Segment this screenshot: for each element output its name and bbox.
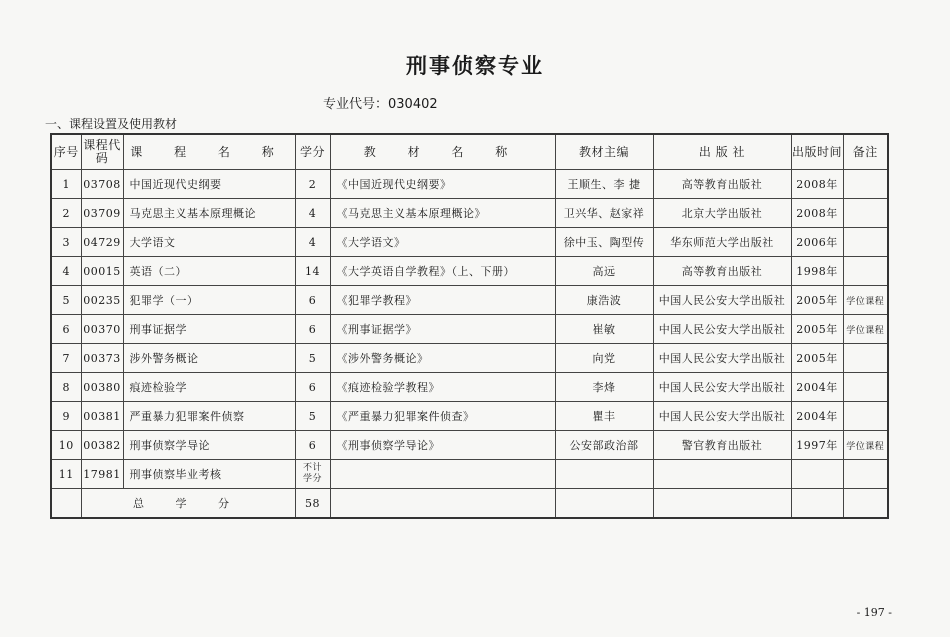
cell-no: 3 — [51, 228, 81, 257]
page-title: 刑事侦察专业 — [406, 54, 544, 78]
cell-note — [843, 228, 888, 257]
cell-publisher: 中国人民公安大学出版社 — [653, 373, 791, 402]
table-row — [51, 431, 888, 460]
header-textbook: 教 材 名 称 — [330, 134, 555, 170]
cell-year: 1998年 — [791, 257, 843, 286]
cell-code: 03708 — [81, 170, 123, 199]
table-row — [51, 286, 888, 315]
cell-no: 5 — [51, 286, 81, 315]
cell-no: 1 — [51, 170, 81, 199]
cell-no: 11 — [51, 460, 81, 489]
cell-editor: 崔敏 — [555, 315, 653, 344]
cell-credit: 5 — [295, 402, 330, 431]
cell-no: 10 — [51, 431, 81, 460]
cell-publisher: 华东师范大学出版社 — [653, 228, 791, 257]
cell-year: 2005年 — [791, 344, 843, 373]
cell-credit: 6 — [295, 431, 330, 460]
cell-year: 2008年 — [791, 170, 843, 199]
table-row — [51, 315, 888, 344]
cell-editor — [555, 460, 653, 489]
header-credit: 学分 — [295, 134, 330, 170]
cell-credit: 5 — [295, 344, 330, 373]
cell-textbook: 《严重暴力犯罪案件侦查》 — [330, 402, 555, 431]
cell-code: 00381 — [81, 402, 123, 431]
table-row — [51, 199, 888, 228]
cell-textbook: 《痕迹检验学教程》 — [330, 373, 555, 402]
cell-year: 2005年 — [791, 286, 843, 315]
cell-code: 00373 — [81, 344, 123, 373]
table-row — [51, 170, 888, 199]
cell-textbook: 《马克思主义基本原理概论》 — [330, 199, 555, 228]
cell-editor: 徐中玉、陶型传 — [555, 228, 653, 257]
cell-credit: 6 — [295, 373, 330, 402]
cell-editor: 公安部政治部 — [555, 431, 653, 460]
cell-editor: 瞿丰 — [555, 402, 653, 431]
cell-note: 学位课程 — [843, 315, 888, 344]
cell-note — [843, 257, 888, 286]
cell-textbook — [330, 460, 555, 489]
cell-publisher: 高等教育出版社 — [653, 170, 791, 199]
cell-publisher: 警官教育出版社 — [653, 431, 791, 460]
cell-publisher: 中国人民公安大学出版社 — [653, 402, 791, 431]
total-empty-cell — [330, 489, 555, 519]
cell-code: 04729 — [81, 228, 123, 257]
header-course-name: 课 程 名 称 — [123, 134, 295, 170]
cell-note — [843, 199, 888, 228]
cell-textbook: 《大学语文》 — [330, 228, 555, 257]
cell-year: 2006年 — [791, 228, 843, 257]
cell-year: 2005年 — [791, 315, 843, 344]
cell-publisher — [653, 460, 791, 489]
cell-note — [843, 460, 888, 489]
cell-note: 学位课程 — [843, 286, 888, 315]
cell-credit: 6 — [295, 286, 330, 315]
total-label: 总 学 分 — [81, 489, 295, 519]
cell-textbook: 《刑事证据学》 — [330, 315, 555, 344]
table-row — [51, 344, 888, 373]
cell-year: 1997年 — [791, 431, 843, 460]
cell-note — [843, 170, 888, 199]
cell-editor: 高远 — [555, 257, 653, 286]
cell-publisher: 中国人民公安大学出版社 — [653, 344, 791, 373]
cell-credit: 4 — [295, 228, 330, 257]
header-note: 备注 — [843, 134, 888, 170]
cell-credit: 14 — [295, 257, 330, 286]
cell-year — [791, 460, 843, 489]
cell-credit: 不计学分 — [295, 460, 330, 489]
cell-course-name: 中国近现代史纲要 — [123, 170, 295, 199]
total-row — [51, 489, 888, 519]
cell-no: 9 — [51, 402, 81, 431]
cell-note — [843, 344, 888, 373]
cell-no: 6 — [51, 315, 81, 344]
page-number: - 197 - — [856, 606, 892, 619]
cell-publisher: 中国人民公安大学出版社 — [653, 315, 791, 344]
cell-code: 00015 — [81, 257, 123, 286]
cell-code: 17981 — [81, 460, 123, 489]
cell-publisher: 高等教育出版社 — [653, 257, 791, 286]
cell-code: 00370 — [81, 315, 123, 344]
cell-note: 学位课程 — [843, 431, 888, 460]
cell-course-name: 马克思主义基本原理概论 — [123, 199, 295, 228]
cell-editor: 李烽 — [555, 373, 653, 402]
cell-code: 00235 — [81, 286, 123, 315]
cell-code: 00382 — [81, 431, 123, 460]
course-table — [50, 133, 889, 519]
total-empty-cell — [51, 489, 81, 519]
cell-no: 4 — [51, 257, 81, 286]
cell-no: 8 — [51, 373, 81, 402]
cell-course-name: 涉外警务概论 — [123, 344, 295, 373]
cell-editor: 王顺生、李 捷 — [555, 170, 653, 199]
table-row — [51, 402, 888, 431]
table-header-row — [51, 134, 888, 170]
cell-course-name: 刑事侦察学导论 — [123, 431, 295, 460]
cell-no: 7 — [51, 344, 81, 373]
cell-editor: 康浩波 — [555, 286, 653, 315]
header-code: 课程代码 — [81, 134, 123, 170]
table-row — [51, 460, 888, 489]
cell-editor: 卫兴华、赵家祥 — [555, 199, 653, 228]
cell-course-name: 严重暴力犯罪案件侦察 — [123, 402, 295, 431]
header-publisher: 出 版 社 — [653, 134, 791, 170]
major-code: 专业代号：030402 — [323, 97, 438, 112]
header-year: 出版时间 — [791, 134, 843, 170]
cell-code: 00380 — [81, 373, 123, 402]
cell-credit: 4 — [295, 199, 330, 228]
cell-textbook: 《中国近现代史纲要》 — [330, 170, 555, 199]
total-empty-cell — [653, 489, 791, 519]
header-editor: 教材主编 — [555, 134, 653, 170]
cell-credit: 2 — [295, 170, 330, 199]
cell-course-name: 刑事证据学 — [123, 315, 295, 344]
cell-textbook: 《刑事侦察学导论》 — [330, 431, 555, 460]
cell-textbook: 《犯罪学教程》 — [330, 286, 555, 315]
cell-course-name: 犯罪学（一） — [123, 286, 295, 315]
cell-publisher: 中国人民公安大学出版社 — [653, 286, 791, 315]
header-no: 序号 — [51, 134, 81, 170]
cell-note — [843, 402, 888, 431]
cell-publisher: 北京大学出版社 — [653, 199, 791, 228]
cell-no: 2 — [51, 199, 81, 228]
total-empty-cell — [843, 489, 888, 519]
cell-course-name: 英语（二） — [123, 257, 295, 286]
cell-editor: 向党 — [555, 344, 653, 373]
total-empty-cell — [791, 489, 843, 519]
table-row — [51, 228, 888, 257]
total-empty-cell — [555, 489, 653, 519]
cell-course-name: 大学语文 — [123, 228, 295, 257]
cell-note — [843, 373, 888, 402]
total-value: 58 — [295, 489, 330, 519]
section-heading: 一、课程设置及使用教材 — [45, 117, 178, 131]
cell-course-name: 刑事侦察毕业考核 — [123, 460, 295, 489]
cell-credit: 6 — [295, 315, 330, 344]
cell-year: 2004年 — [791, 373, 843, 402]
cell-code: 03709 — [81, 199, 123, 228]
table-row — [51, 257, 888, 286]
cell-textbook: 《大学英语自学教程》（上、下册） — [330, 257, 555, 286]
cell-year: 2004年 — [791, 402, 843, 431]
cell-course-name: 痕迹检验学 — [123, 373, 295, 402]
cell-year: 2008年 — [791, 199, 843, 228]
table-row — [51, 373, 888, 402]
cell-textbook: 《涉外警务概论》 — [330, 344, 555, 373]
